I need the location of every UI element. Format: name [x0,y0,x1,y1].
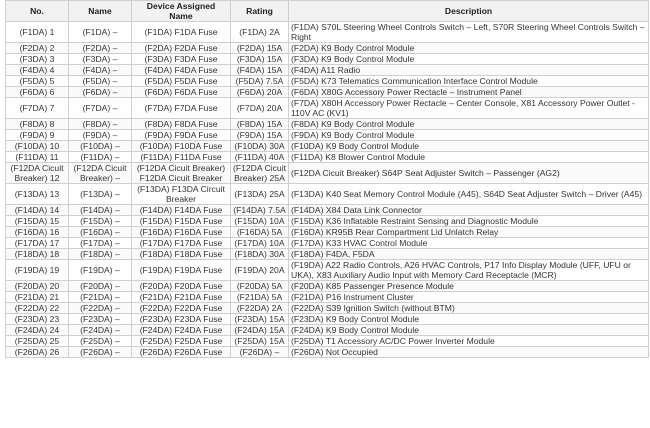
cell-name: (F3DA) – [69,54,132,65]
cell-no: (F24DA) 24 [6,325,69,336]
cell-rating: (F2DA) 15A [231,43,289,54]
cell-no: (F5DA) 5 [6,76,69,87]
cell-device-assigned-name: (F15DA) F15DA Fuse [132,216,231,227]
cell-name: (F18DA) – [69,249,132,260]
fuse-table [5,0,649,358]
cell-name: (F22DA) – [69,303,132,314]
cell-description: (F12DA Cicuit Breaker) S64P Seat Adjuster Switch – Passenger (AG2) [289,163,649,184]
cell-device-assigned-name: (F2DA) F2DA Fuse [132,43,231,54]
table-row [6,54,649,65]
col-header-description: Description [289,1,649,22]
cell-name: (F15DA) – [69,216,132,227]
table-row [6,22,649,43]
cell-device-assigned-name: (F26DA) F26DA Fuse [132,347,231,358]
table-row [6,205,649,216]
table-row [6,76,649,87]
cell-description: (F15DA) K36 Inflatable Restraint Sensing and Diagnostic Module [289,216,649,227]
table-row [6,65,649,76]
table-row [6,87,649,98]
cell-description: (F4DA) A11 Radio [289,65,649,76]
cell-no: (F9DA) 9 [6,130,69,141]
cell-rating: (F1DA) 2A [231,22,289,43]
cell-no: (F2DA) 2 [6,43,69,54]
cell-rating: (F9DA) 15A [231,130,289,141]
table-row [6,130,649,141]
cell-name: (F5DA) – [69,76,132,87]
cell-no: (F21DA) 21 [6,292,69,303]
cell-description: (F17DA) K33 HVAC Control Module [289,238,649,249]
cell-device-assigned-name: (F25DA) F25DA Fuse [132,336,231,347]
cell-description: (F8DA) K9 Body Control Module [289,119,649,130]
cell-name: (F21DA) – [69,292,132,303]
cell-description: (F2DA) K9 Body Control Module [289,43,649,54]
cell-rating: (F5DA) 7.5A [231,76,289,87]
cell-device-assigned-name: (F3DA) F3DA Fuse [132,54,231,65]
cell-no: (F20DA) 20 [6,281,69,292]
cell-device-assigned-name: (F11DA) F11DA Fuse [132,152,231,163]
cell-device-assigned-name: (F22DA) F22DA Fuse [132,303,231,314]
cell-name: (F8DA) – [69,119,132,130]
cell-device-assigned-name: (F17DA) F17DA Fuse [132,238,231,249]
cell-device-assigned-name: (F8DA) F8DA Fuse [132,119,231,130]
cell-description: (F23DA) K9 Body Control Module [289,314,649,325]
table-row [6,347,649,358]
cell-device-assigned-name: (F13DA) F13DA Circuit Breaker [132,184,231,205]
table-row [6,314,649,325]
cell-no: (F19DA) 19 [6,260,69,281]
cell-device-assigned-name: (F19DA) F19DA Fuse [132,260,231,281]
table-row [6,281,649,292]
cell-description: (F9DA) K9 Body Control Module [289,130,649,141]
cell-device-assigned-name: (F10DA) F10DA Fuse [132,141,231,152]
cell-description: (F16DA) KR95B Rear Compartment Lid Unlatch Relay [289,227,649,238]
cell-no: (F7DA) 7 [6,98,69,119]
cell-rating: (F18DA) 30A [231,249,289,260]
cell-description: (F5DA) K73 Telematics Communication Interface Control Module [289,76,649,87]
cell-name: (F24DA) – [69,325,132,336]
cell-name: (F4DA) – [69,65,132,76]
cell-rating: (F20DA) 5A [231,281,289,292]
cell-description: (F20DA) K85 Passenger Presence Module [289,281,649,292]
cell-device-assigned-name: (F20DA) F20DA Fuse [132,281,231,292]
cell-name: (F11DA) – [69,152,132,163]
cell-no: (F1DA) 1 [6,22,69,43]
cell-no: (F4DA) 4 [6,65,69,76]
cell-name: (F10DA) – [69,141,132,152]
header-row [6,1,649,22]
cell-rating: (F24DA) 15A [231,325,289,336]
cell-device-assigned-name: (F5DA) F5DA Fuse [132,76,231,87]
table-row [6,227,649,238]
fuse-table-body [6,22,649,358]
cell-description: (F7DA) X80H Accessory Power Rectacle – Center Console, X81 Accessory Power Outlet - 110V AC (KV1) [289,98,649,119]
cell-no: (F14DA) 14 [6,205,69,216]
cell-device-assigned-name: (F12DA Cicuit Breaker) F12DA Cicuit Breaker [132,163,231,184]
table-row [6,325,649,336]
cell-no: (F25DA) 25 [6,336,69,347]
table-row [6,43,649,54]
table-row [6,119,649,130]
cell-description: (F22DA) S39 Ignition Switch (without BTM) [289,303,649,314]
col-header-no: No. [6,1,69,22]
cell-rating: (F6DA) 20A [231,87,289,98]
cell-name: (F12DA Cicuit Breaker) – [69,163,132,184]
cell-no: (F13DA) 13 [6,184,69,205]
table-row [6,249,649,260]
cell-description: (F25DA) T1 Accessory AC/DC Power Inverter Module [289,336,649,347]
cell-no: (F3DA) 3 [6,54,69,65]
cell-device-assigned-name: (F4DA) F4DA Fuse [132,65,231,76]
table-row [6,184,649,205]
cell-no: (F18DA) 18 [6,249,69,260]
cell-rating: (F12DA Cicuit Breaker) 25A [231,163,289,184]
cell-no: (F10DA) 10 [6,141,69,152]
col-header-rating: Rating [231,1,289,22]
table-row [6,141,649,152]
cell-description: (F19DA) A22 Radio Controls, A26 HVAC Controls, P17 Info Display Module (UFF, UFU or UKA), X83 Auxiliary Audio Input with Memory Card Receptacle (MCR) [289,260,649,281]
cell-no: (F26DA) 26 [6,347,69,358]
cell-no: (F16DA) 16 [6,227,69,238]
cell-name: (F23DA) – [69,314,132,325]
cell-no: (F8DA) 8 [6,119,69,130]
cell-rating: (F4DA) 15A [231,65,289,76]
cell-description: (F13DA) K40 Seat Memory Control Module (A45), S64D Seat Adjuster Switch – Driver (A45) [289,184,649,205]
cell-rating: (F25DA) 15A [231,336,289,347]
cell-rating: (F23DA) 15A [231,314,289,325]
cell-description: (F18DA) F4DA, F5DA [289,249,649,260]
cell-name: (F7DA) – [69,98,132,119]
cell-name: (F1DA) – [69,22,132,43]
cell-rating: (F11DA) 40A [231,152,289,163]
cell-rating: (F8DA) 15A [231,119,289,130]
cell-no: (F12DA Cicuit Breaker) 12 [6,163,69,184]
cell-device-assigned-name: (F24DA) F24DA Fuse [132,325,231,336]
cell-rating: (F3DA) 15A [231,54,289,65]
table-row [6,238,649,249]
cell-description: (F10DA) K9 Body Control Module [289,141,649,152]
cell-description: (F24DA) K9 Body Control Module [289,325,649,336]
col-header-name: Name [69,1,132,22]
cell-device-assigned-name: (F21DA) F21DA Fuse [132,292,231,303]
table-row [6,303,649,314]
cell-rating: (F22DA) 2A [231,303,289,314]
cell-name: (F14DA) – [69,205,132,216]
cell-name: (F6DA) – [69,87,132,98]
cell-rating: (F19DA) 20A [231,260,289,281]
cell-device-assigned-name: (F16DA) F16DA Fuse [132,227,231,238]
cell-device-assigned-name: (F6DA) F6DA Fuse [132,87,231,98]
table-row [6,163,649,184]
cell-name: (F25DA) – [69,336,132,347]
cell-name: (F17DA) – [69,238,132,249]
cell-description: (F1DA) S70L Steering Wheel Controls Switch – Left, S70R Steering Wheel Controls Switch – Right [289,22,649,43]
cell-description: (F3DA) K9 Body Control Module [289,54,649,65]
cell-description: (F21DA) P16 Instrument Cluster [289,292,649,303]
cell-rating: (F21DA) 5A [231,292,289,303]
cell-name: (F9DA) – [69,130,132,141]
cell-device-assigned-name: (F23DA) F23DA Fuse [132,314,231,325]
cell-no: (F15DA) 15 [6,216,69,227]
cell-device-assigned-name: (F18DA) F18DA Fuse [132,249,231,260]
cell-rating: (F16DA) 5A [231,227,289,238]
cell-device-assigned-name: (F1DA) F1DA Fuse [132,22,231,43]
cell-name: (F26DA) – [69,347,132,358]
cell-rating: (F26DA) – [231,347,289,358]
cell-no: (F23DA) 23 [6,314,69,325]
cell-no: (F17DA) 17 [6,238,69,249]
cell-rating: (F13DA) 25A [231,184,289,205]
cell-rating: (F7DA) 20A [231,98,289,119]
table-row [6,292,649,303]
col-header-device-assigned-name: Device Assigned Name [132,1,231,22]
cell-name: (F19DA) – [69,260,132,281]
table-row [6,336,649,347]
cell-name: (F16DA) – [69,227,132,238]
cell-no: (F6DA) 6 [6,87,69,98]
cell-no: (F22DA) 22 [6,303,69,314]
cell-description: (F26DA) Not Occupied [289,347,649,358]
table-row [6,152,649,163]
cell-description: (F6DA) X80G Accessory Power Rectacle – Instrument Panel [289,87,649,98]
cell-rating: (F17DA) 10A [231,238,289,249]
cell-device-assigned-name: (F7DA) F7DA Fuse [132,98,231,119]
cell-device-assigned-name: (F9DA) F9DA Fuse [132,130,231,141]
table-row [6,216,649,227]
cell-name: (F20DA) – [69,281,132,292]
cell-name: (F13DA) – [69,184,132,205]
cell-no: (F11DA) 11 [6,152,69,163]
table-row [6,260,649,281]
cell-rating: (F10DA) 30A [231,141,289,152]
cell-rating: (F15DA) 10A [231,216,289,227]
cell-name: (F2DA) – [69,43,132,54]
table-row [6,98,649,119]
cell-device-assigned-name: (F14DA) F14DA Fuse [132,205,231,216]
cell-description: (F11DA) K8 Blower Control Module [289,152,649,163]
cell-rating: (F14DA) 7.5A [231,205,289,216]
cell-description: (F14DA) X84 Data Link Connector [289,205,649,216]
